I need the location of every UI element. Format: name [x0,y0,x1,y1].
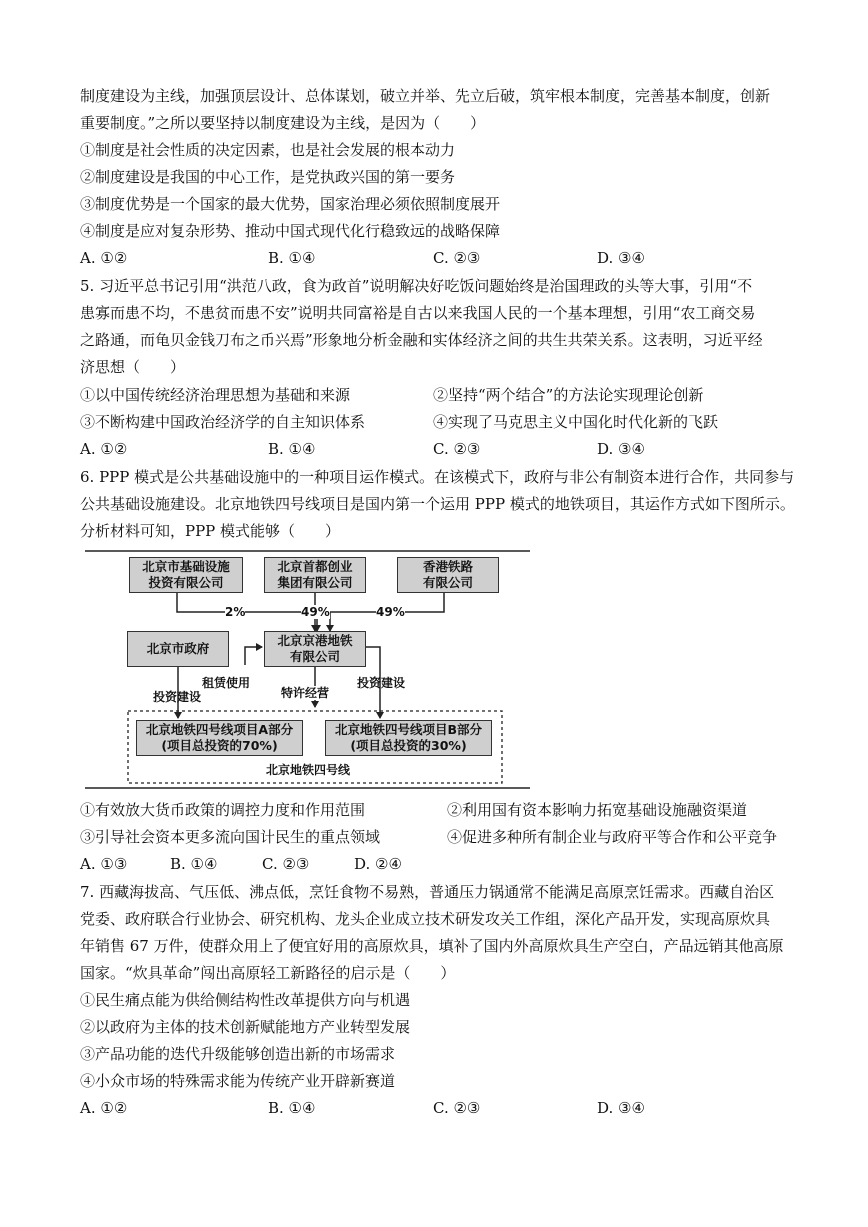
q7-stem-line-3: 年销售 67 万件，使群众用上了便宜好用的高原炊具，填补了国内外高原炊具生产空白，产品远销其他高原 [80,937,784,955]
q6-option-a[interactable]: A. ①③ [80,855,128,873]
q6-option-c[interactable]: C. ②③ [262,855,310,873]
q4-statement-4: ④制度是应对复杂形势、推动中国式现代化行稳致远的战略保障 [80,222,501,240]
q4-statement-1: ①制度是社会性质的决定因素，也是社会发展的根本动力 [80,141,456,159]
capital-box-line-2: 集团有限公司 [277,575,353,590]
q5-stem-line-2: 患寡而患不均，不患贫而患不安”说明共同富裕是自古以来我国人民的一个基本理想，引用“农工商交易 [80,304,756,322]
project-a-line-2: (项目总投资的70%) [161,738,278,753]
project-b-box [325,720,492,756]
pct-hk-label: 49% [376,605,405,619]
pct-infra-label: 2% [225,605,246,619]
project-b-line-1: 北京地铁四号线项目B部分 [334,722,483,737]
q4-option-a[interactable]: A. ①② [80,249,128,267]
capital-group-box [264,557,366,593]
mtr-box-line-1: 北京京港地铁 [277,633,353,648]
pct-capital-label: 49% [301,605,330,619]
q5-option-d[interactable]: D. ③④ [597,440,645,458]
q7-option-d[interactable]: D. ③④ [597,1099,645,1117]
lease-label: 租赁使用 [202,676,251,690]
q7-option-b[interactable]: B. ①④ [268,1099,316,1117]
q7-statement-4: ④小众市场的特殊需求能为传统产业开辟新赛道 [80,1072,396,1090]
q7-option-c[interactable]: C. ②③ [433,1099,481,1117]
q6-statement-2: ②利用国有资本影响力拓宽基础设施融资渠道 [447,801,748,819]
q5-statement-1: ①以中国传统经济治理思想为基础和来源 [80,386,351,404]
q5-stem-line-1: 5. 习近平总书记引用“洪范八政，食为政首”说明解决好吃饭问题始终是治国理政的头等大事，引用“不 [80,277,753,295]
q6-statement-4: ④促进多种所有制企业与政府平等合作和公平竞争 [447,828,778,846]
q4-option-d[interactable]: D. ③④ [597,249,645,267]
q4-option-c[interactable]: C. ②③ [433,249,481,267]
project-a-line-1: 北京地铁四号线项目A部分 [145,722,294,737]
mtr-box-line-2: 有限公司 [289,649,340,664]
infra-box-line-2: 投资有限公司 [148,575,224,590]
infra-investment-company-box [129,557,243,593]
q7-stem-line-2: 党委、政府联合行业协会、研究机构、龙头企业成立技术研发攻关工作组，深化产品开发，实现高原炊具 [80,910,771,928]
project-a-box [136,720,303,756]
q5-option-c[interactable]: C. ②③ [433,440,481,458]
q6-option-d[interactable]: D. ②④ [354,855,402,873]
infra-box-line-1: 北京市基础设施 [142,559,230,574]
q6-stem-line-3: 分析材料可知，PPP 模式能够（ ） [80,522,341,540]
q6-statement-3: ③引导社会资本更多流向国计民生的重点领域 [80,828,381,846]
q4-stem-line-1: 制度建设为主线，加强顶层设计、总体谋划，破立并举、先立后破，筑牢根本制度，完善基本制度，创新 [80,87,771,105]
invest-build-left-label: 投资建设 [153,690,202,704]
q7-option-a[interactable]: A. ①② [80,1099,128,1117]
hk-box-line-2: 有限公司 [422,575,473,590]
q5-stem-line-3: 之路通，而龟贝金钱刀布之币兴焉”形象地分析金融和实体经济之间的共生共荣关系。这表明，习近平经 [80,331,763,349]
q5-stem-line-4: 济思想（ ） [80,358,186,376]
q5-option-b[interactable]: B. ①④ [268,440,316,458]
ppp-diagram [80,545,530,790]
q5-statement-3: ③不断构建中国政治经济学的自主知识体系 [80,413,366,431]
line-4-group-label: 北京地铁四号线 [266,763,351,777]
q4-statement-2: ②制度建设是我国的中心工作，是党执政兴国的第一要务 [80,168,456,186]
beijing-government-box [127,631,229,667]
q7-statement-3: ③产品功能的迭代升级能够创造出新的市场需求 [80,1045,396,1063]
hk-railway-box [397,557,499,593]
q7-stem-line-1: 7. 西藏海拔高、气压低、沸点低，烹饪食物不易熟，普通压力锅通常不能满足高原烹饪需求。西藏自治区 [80,883,775,901]
capital-box-line-1: 北京首都创业 [277,559,353,574]
q6-stem-line-2: 公共基础设施建设。北京地铁四号线项目是国内第一个运用 PPP 模式的地铁项目，其运作方式如下图所示。 [80,495,795,513]
beijing-mtr-company-box [264,631,366,667]
project-b-line-2: (项目总投资的30%) [350,738,467,753]
hk-box-line-1: 香港铁路 [422,559,473,574]
q5-option-a[interactable]: A. ①② [80,440,128,458]
q7-statement-2: ②以政府为主体的技术创新赋能地方产业转型发展 [80,1018,411,1036]
q7-statement-1: ①民生痛点能为供给侧结构性改革提供方向与机遇 [80,991,411,1009]
q6-option-b[interactable]: B. ①④ [170,855,218,873]
q4-stem-line-2: 重要制度。”之所以要坚持以制度建设为主线，是因为（ ） [80,114,486,132]
q7-stem-line-4: 国家。“炊具革命”闯出高原轻工新路径的启示是（ ） [80,964,456,982]
invest-build-right-label: 投资建设 [357,676,406,690]
q4-option-b[interactable]: B. ①④ [268,249,316,267]
q5-statement-2: ②坚持“两个结合”的方法论实现理论创新 [433,386,704,404]
q5-statement-4: ④实现了马克思主义中国化时代化新的飞跃 [433,413,719,431]
q6-stem-line-1: 6. PPP 模式是公共基础设施中的一种项目运作模式。在该模式下，政府与非公有制资本进行合作，共同参与 [80,468,795,486]
gov-box-label: 北京市政府 [146,641,210,656]
q6-statement-1: ①有效放大货币政策的调控力度和作用范围 [80,801,366,819]
q4-statement-3: ③制度优势是一个国家的最大优势，国家治理必须依照制度展开 [80,195,501,213]
franchise-label: 特许经营 [281,686,330,700]
